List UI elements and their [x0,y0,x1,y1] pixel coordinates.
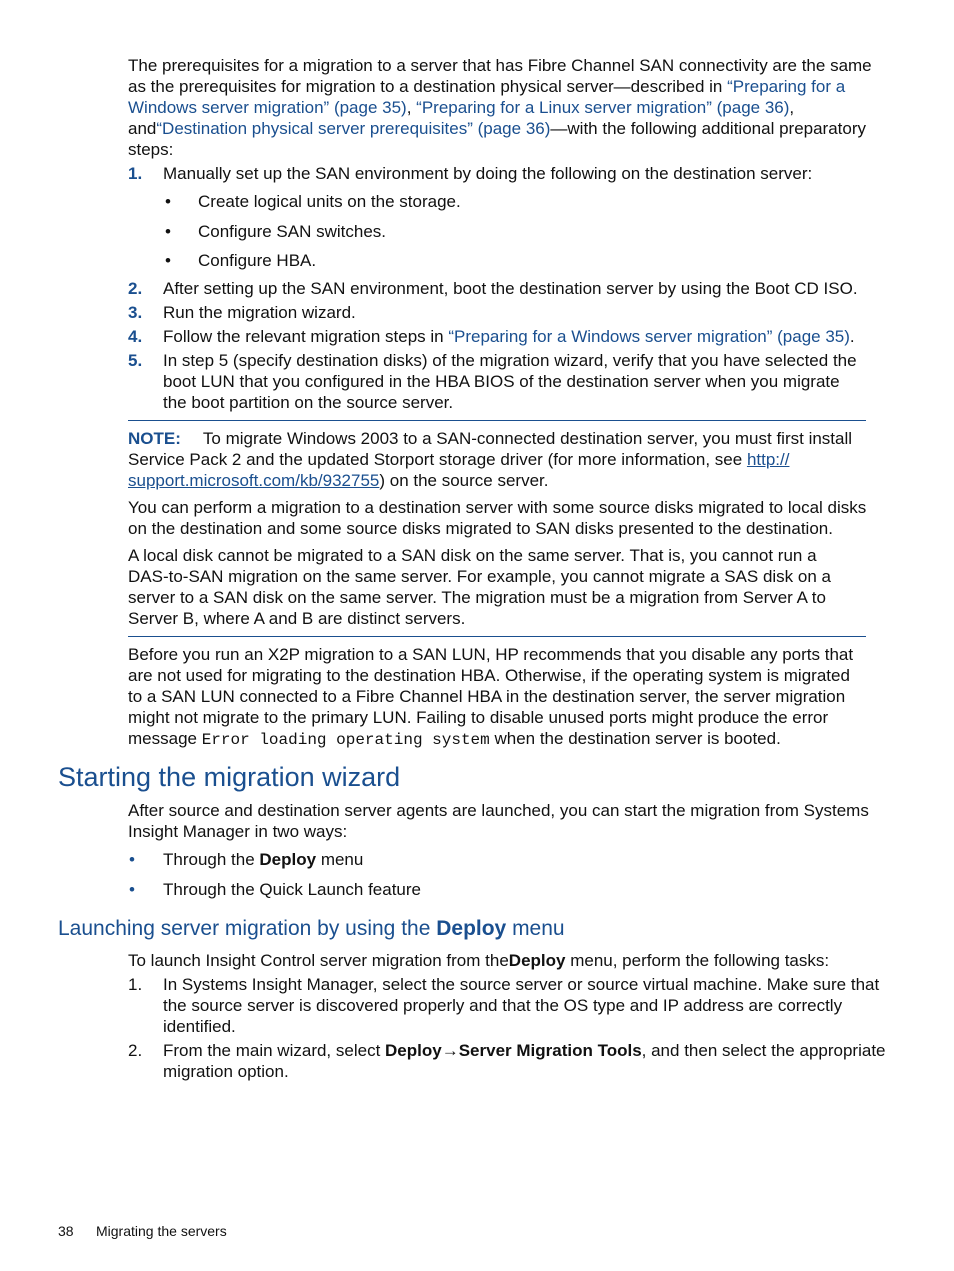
bullet-3-text: Configure HBA. [198,251,317,270]
bullet-1-marker: • [165,192,171,211]
menu-server-migration-tools: Server Migration Tools [458,1041,642,1060]
section1-bullet-1 [163,849,363,870]
section2-step-1-number: 1. [128,975,143,994]
intro-prefix: To launch Insight Control server migration from the [128,951,509,970]
bullet-3-marker: • [165,251,171,270]
intro-tail: —with the following additional preparatory [550,119,867,138]
step-suffix: , and then select the appropriate [641,1041,886,1060]
step-5-number: 5. [128,351,143,370]
link-dest-prereq[interactable]: “Destination physical server prerequisites” (page 36) [156,119,551,138]
footer-section-title: Migrating the servers [96,1223,227,1239]
section2-step-1-line-3: identified. [163,1017,236,1036]
step-4-number: 4. [128,327,143,346]
heading-end: menu [506,917,565,940]
section1-bullet-2: Through the Quick Launch feature [163,880,421,899]
note-label: NOTE: [128,429,181,448]
intro-line-1: The prerequisites for a migration to a server that has Fibre Channel SAN connectivity are the same [128,56,872,75]
step-1-number: 1. [128,164,143,183]
x2p-msg-prefix: message [128,729,202,748]
link-windows-prep-3[interactable]: “Preparing for a Windows server migration” (page 35) [448,327,850,346]
separator: , [406,98,417,117]
intro-line-4 [128,118,866,139]
link-windows-prep-2[interactable]: Windows server migration” (page 35) [128,98,407,117]
bullet-text: Through the [163,850,260,869]
step-prefix: From the main wizard, select [163,1041,386,1060]
deploy-label: Deploy [259,850,317,869]
section1-bullet-1-marker: • [129,850,135,869]
x2p-line-4: might not migrate to the primary LUN. Failing to disable unused ports might produce the error [128,708,829,727]
note-p2-line-1: You can perform a migration to a destination server with some source disks migrated to local disks [128,498,867,517]
step-2-number: 2. [128,279,143,298]
section2-step-1-line-2: the source server is discovered properly and that the OS type and IP address are correctly [163,996,843,1015]
bullet-2-marker: • [165,222,171,241]
intro-line-3 [128,97,794,118]
bullet-2-text: Configure SAN switches. [198,222,387,241]
section2-intro [128,950,829,971]
heading-deploy: Deploy [436,917,507,940]
section2-step-2-line-1 [163,1040,886,1061]
note-p2-line-2: on the destination and some source disks migrated to SAN disks presented to the destination. [128,519,833,538]
note-text-1: To migrate Windows 2003 to a SAN-connected destination server, you must first install [202,429,853,448]
step-5-line-3: the boot partition on the source server. [163,393,454,412]
section1-line-2: Insight Manager in two ways: [128,822,348,841]
note-bottom-rule [128,636,866,637]
intro-line-5: steps: [128,140,174,159]
bullet-end: menu [316,850,364,869]
link-microsoft-kb-2[interactable]: support.microsoft.com/kb/932755 [128,471,380,490]
section-heading-launching-deploy [58,917,565,941]
separator-end: , [789,98,795,117]
intro-suffix: menu, perform the following tasks: [565,951,830,970]
step-1-text: Manually set up the SAN environment by doing the following on the destination server: [163,164,813,183]
step-2-text: After setting up the SAN environment, boot the destination server by using the Boot CD ISO. [163,279,858,298]
note-p3-line-2: DAS-to-SAN migration on the same server. For example, you cannot migrate a SAS disk on a [128,567,831,586]
note-line-1 [128,428,852,449]
section2-step-2-number: 2. [128,1041,143,1060]
step-4-end: . [849,327,855,346]
menu-deploy: Deploy [385,1041,442,1060]
intro-deploy: Deploy [508,951,566,970]
x2p-line-2: are not used for migrating to the destination HBA. Otherwise, if the operating system is migrated [128,666,850,685]
error-message-code: Error loading operating system [201,731,490,749]
section1-line-1: After source and destination server agents are launched, you can start the migration from Systems [128,801,869,820]
note-p3-line-1: A local disk cannot be migrated to a SAN disk on the same server. That is, you cannot run a [128,546,817,565]
section-heading-starting-wizard: Starting the migration wizard [58,762,401,792]
x2p-msg-suffix: when the destination server is booted. [489,729,781,748]
note-text-3: ) on the source server. [379,471,549,490]
note-p3-line-3: server to a SAN disk on the same server. The migration must be a migration from Server A to [128,588,826,607]
note-p3-line-4: Server B, where A and B are distinct servers. [128,609,466,628]
note-top-rule [128,420,866,421]
heading-text: Launching server migration by using the [58,917,437,940]
menu-arrow: → [441,1041,459,1060]
intro-text: as the prerequisites for migration to a destination physical server—described in [128,77,728,96]
note-line-2 [128,449,789,470]
step-4-text [163,326,855,347]
step-5-line-1: In step 5 (specify destination disks) of the migration wizard, verify that you have selected the [163,351,857,370]
step-4-prefix: Follow the relevant migration steps in [163,327,449,346]
bullet-1-text: Create logical units on the storage. [198,192,461,211]
section2-step-2-line-2: migration option. [163,1062,289,1081]
step-3-text: Run the migration wizard. [163,303,356,322]
x2p-line-5 [128,728,781,751]
link-windows-prep-1[interactable]: “Preparing for a [727,77,846,96]
step-3-number: 3. [128,303,143,322]
link-linux-prep[interactable]: “Preparing for a Linux server migration” (page 36) [416,98,790,117]
intro-line-2 [128,76,845,97]
page-number: 38 [58,1223,74,1239]
section1-bullet-2-marker: • [129,880,135,899]
note-text-2: Service Pack 2 and the updated Storport storage driver (for more information, see [128,450,747,469]
intro-and: and [128,119,157,138]
link-microsoft-kb-1[interactable]: http:// [746,450,790,469]
x2p-line-1: Before you run an X2P migration to a SAN LUN, HP recommends that you disable any ports that [128,645,854,664]
note-line-3 [128,470,549,491]
step-5-line-2: boot LUN that you configured in the HBA BIOS of the destination server when you migrate [163,372,840,391]
x2p-line-3: to a SAN LUN connected to a Fibre Channel HBA in the destination server, the server migration [128,687,846,706]
section2-step-1-line-1: In Systems Insight Manager, select the source server or source virtual machine. Make sure that [163,975,880,994]
